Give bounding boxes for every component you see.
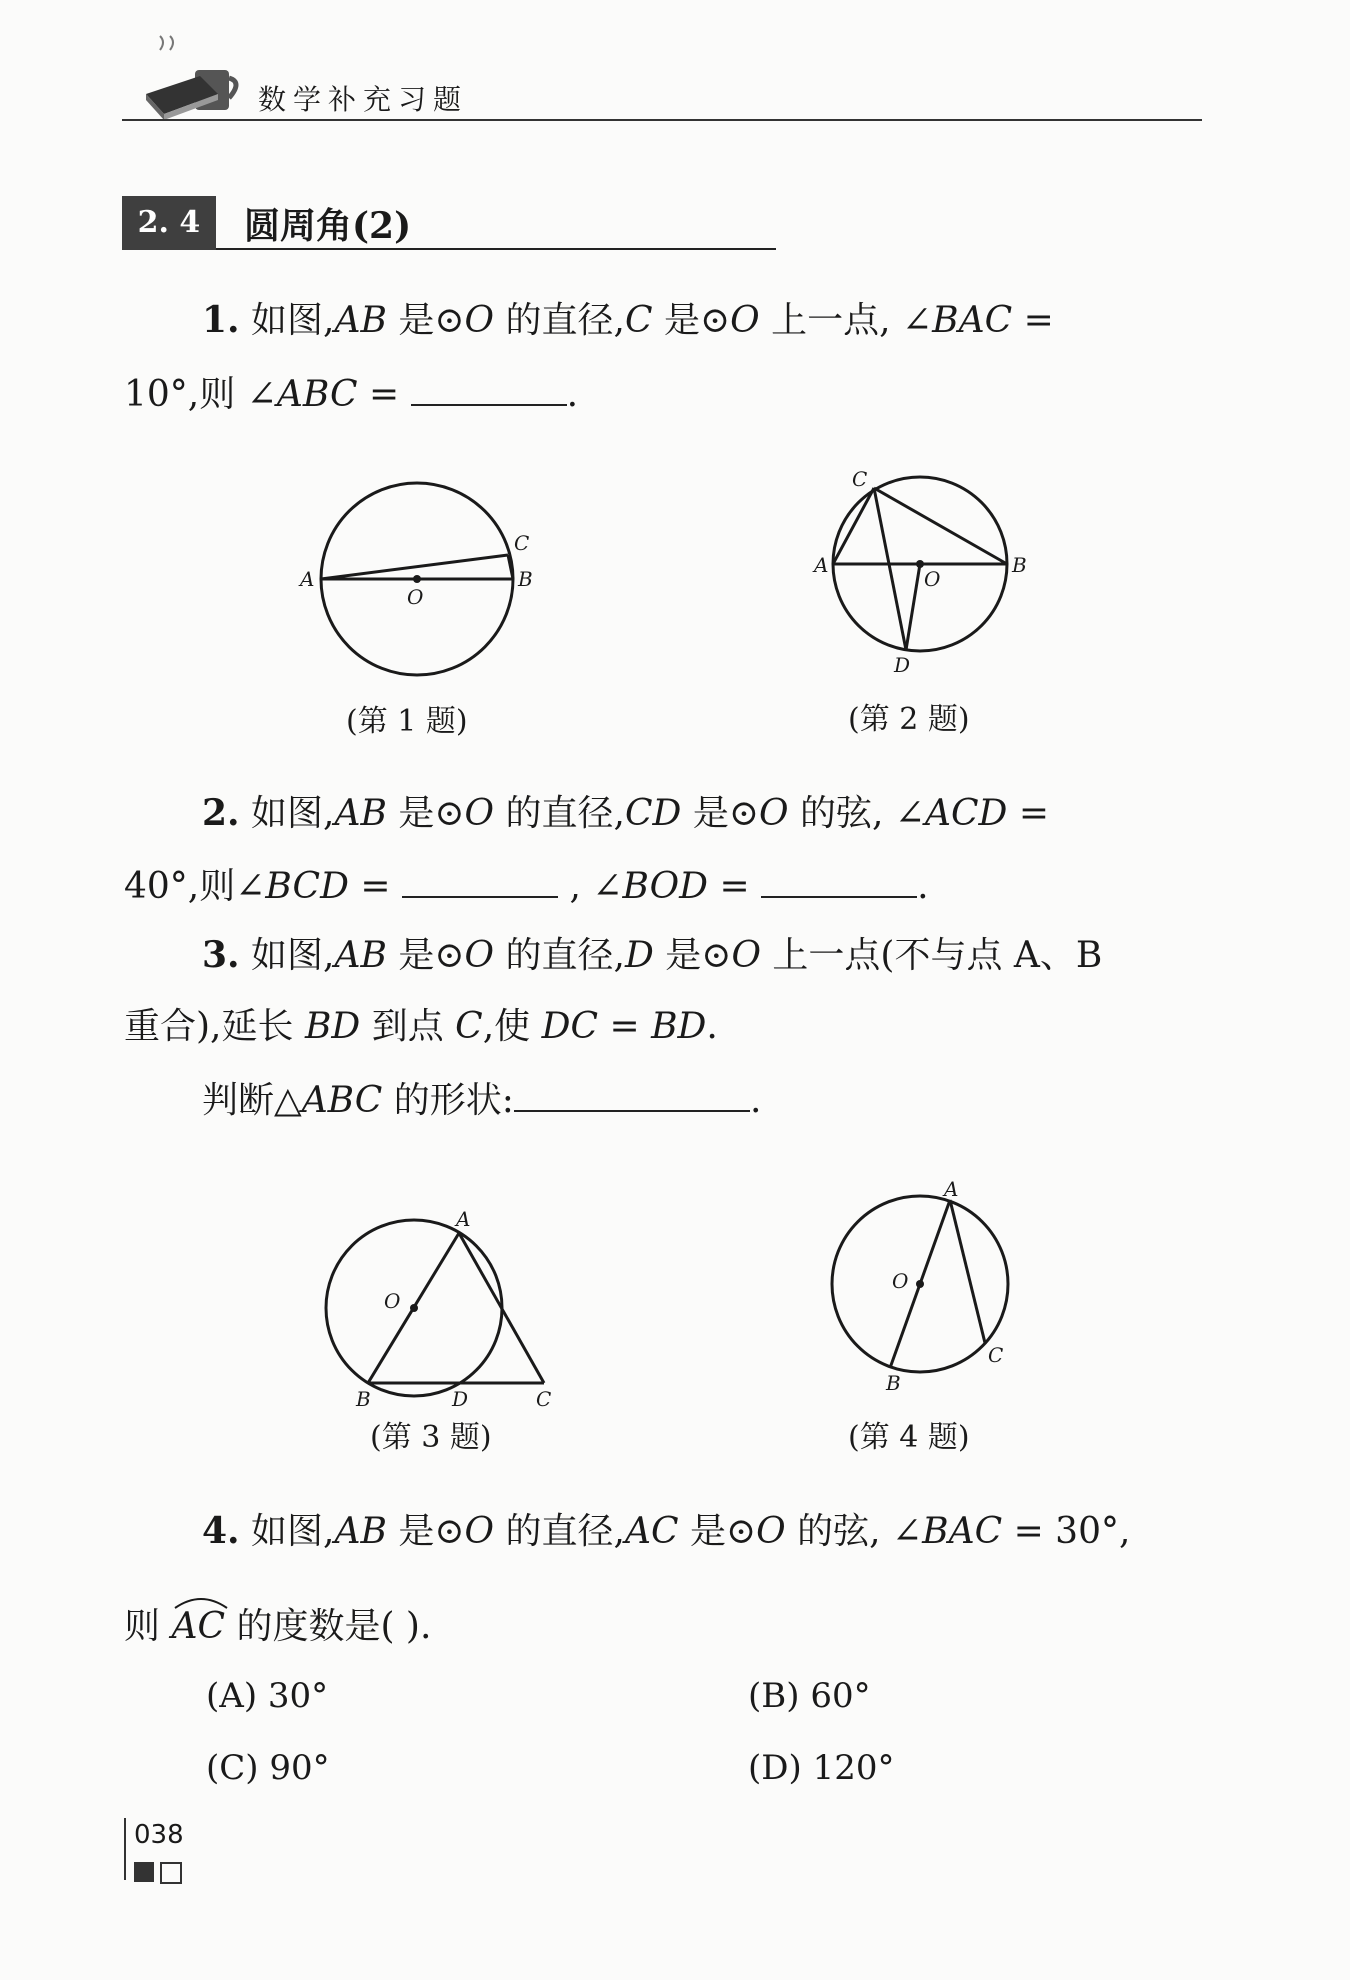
question-3-line-1: 3. 如图,AB 是⊙O 的直径,D 是⊙O 上一点(不与点 A、B [202,934,1103,976]
book-and-cup-icon [140,32,250,122]
figure-2-label-a: A [814,553,829,577]
figure-2 [806,462,1046,692]
question-2-line-2: 40°,则∠BCD = , ∠BOD = . [124,862,929,910]
footer-bar [124,1818,126,1880]
question-number: 3. [202,934,240,976]
figure-2-label-b: B [1012,553,1027,577]
figure-2-label-o: O [924,567,941,591]
figure-2-radius-od [906,564,920,650]
figure-4-center-point [916,1280,924,1288]
figure-2-caption: (第 2 题) [848,702,970,737]
question-3-line-3: 判断△ABC 的形状: . [202,1076,761,1124]
section-number: 2. 4 [122,196,216,250]
option-b[interactable]: (B) 60° [748,1676,871,1716]
header-title: 数学补充习题 [258,83,469,116]
figure-2-label-c: C [852,467,868,491]
figure-2-chord-ca [833,488,874,564]
figure-3-line-ac [459,1233,544,1383]
question-1-line-2: 10°,则 ∠ABC = . [124,370,578,418]
figure-1-label-o: O [407,585,424,609]
arc-ac-notation: AC [171,1606,225,1647]
header-divider [122,119,1202,121]
answer-blank[interactable] [411,370,567,406]
empty-square-icon [160,1862,182,1884]
figure-3-label-c: C [536,1387,552,1411]
page-number: 038 [134,1820,184,1850]
question-2-line-1: 2. 如图,AB 是⊙O 的直径,CD 是⊙O 的弦, ∠ACD = [202,792,1050,834]
figure-3-label-a: A [456,1207,471,1231]
figure-1-caption: (第 1 题) [346,704,468,739]
arc-symbol-icon [171,1592,231,1612]
figure-2-chord-cb [874,488,1007,564]
figure-3-label-b: B [356,1387,371,1411]
figure-3 [300,1196,580,1416]
filled-square-icon [134,1862,154,1882]
figure-4 [806,1176,1026,1406]
figure-4-label-o: O [892,1269,909,1293]
question-number: 1. [202,299,240,341]
section-underline [216,248,776,250]
figure-2-center-point [916,560,924,568]
figure-2-chord-cd [874,488,906,650]
question-number: 2. [202,792,240,834]
question-1-line-1: 1. 如图,AB 是⊙O 的直径,C 是⊙O 上一点, ∠BAC = [202,299,1054,341]
figure-4-caption: (第 4 题) [848,1420,970,1455]
figure-3-label-d: D [452,1387,469,1411]
answer-blank[interactable] [761,862,917,898]
figure-3-caption: (第 3 题) [370,1420,492,1455]
figure-1-chord-ac [321,555,508,579]
option-a[interactable]: (A) 30° [206,1676,329,1716]
figure-2-label-d: D [894,653,911,677]
answer-blank[interactable] [514,1076,750,1112]
figure-1-center-point [413,575,421,583]
question-3-line-2: 重合),延长 BD 到点 C,使 DC = BD. [124,1006,718,1047]
figure-3-label-o: O [384,1289,401,1313]
figure-1-label-b: B [518,567,533,591]
figure-4-label-c: C [988,1343,1004,1367]
figure-4-label-b: B [886,1371,901,1395]
figure-1-label-a: A [300,567,315,591]
figure-1-label-c: C [514,531,530,555]
option-c[interactable]: (C) 90° [206,1748,330,1788]
question-number: 4. [202,1510,240,1552]
figure-1 [300,470,540,690]
section-title: 圆周角(2) [244,205,412,247]
option-d[interactable]: (D) 120° [748,1748,895,1788]
figure-4-label-a: A [944,1177,959,1201]
question-4-line-2: 则 AC 的度数是( ). [124,1604,431,1650]
figure-3-center-point [410,1304,418,1312]
answer-blank[interactable] [402,862,558,898]
question-4-line-1: 4. 如图,AB 是⊙O 的直径,AC 是⊙O 的弦, ∠BAC = 30°, [202,1510,1131,1552]
